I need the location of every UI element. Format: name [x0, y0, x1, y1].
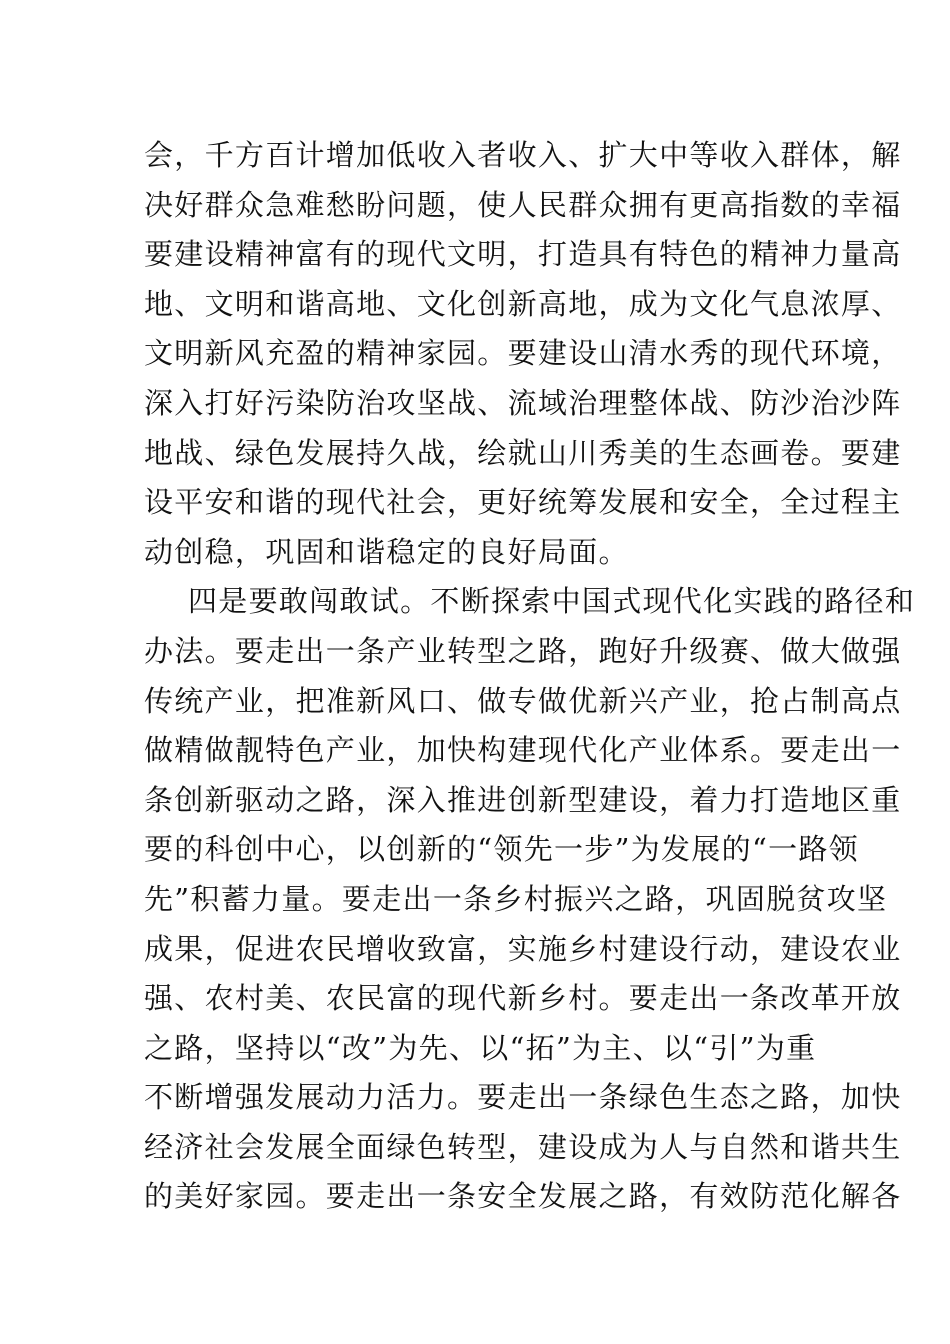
text-line: 不断增强发展动力活力。要走出一条绿色生态之路，加快: [144, 1080, 902, 1115]
text-line: 地、文明和谐高地、文化创新高地，成为文化气息浓厚、: [144, 286, 902, 321]
text-line: 文明新风充盈的精神家园。要建设山清水秀的现代环境，: [144, 336, 902, 371]
paragraph-first-line: 四是要敢闯敢试。不断探索中国式现代化实践的路径和: [188, 584, 916, 619]
body-text: [144, 131, 916, 1222]
text-line: 强、农村美、农民富的现代新乡村。要走出一条改革开放: [144, 981, 902, 1016]
text-line: 成果，促进农民增收致富，实施乡村建设行动，建设农业: [144, 931, 902, 966]
text-line: 传统产业，把准新风口、做专做优新兴产业，抢占制高点: [144, 683, 902, 718]
text-line: 办法。要走出一条产业转型之路，跑好升级赛、做大做强: [144, 633, 902, 668]
text-line: 深入打好污染防治攻坚战、流域治理整体战、防沙治沙阵: [144, 385, 902, 420]
text-line: 先”积蓄力量。要走出一条乡村振兴之路，巩固脱贫攻坚: [144, 881, 888, 916]
text-line: 决好群众急难愁盼问题，使人民群众拥有更高指数的幸福: [144, 187, 902, 222]
text-line: 经济社会发展全面绿色转型，建设成为人与自然和谐共生: [144, 1129, 902, 1164]
text-line: 的美好家园。要走出一条安全发展之路，有效防范化解各: [144, 1179, 902, 1214]
text-line: 动创稳，巩固和谐稳定的良好局面。: [144, 534, 629, 569]
text-line: 要建设精神富有的现代文明，打造具有特色的精神力量高: [144, 237, 902, 272]
text-line: 会，千方百计增加低收入者收入、扩大中等收入群体，解: [144, 138, 902, 172]
text-line: 设平安和谐的现代社会，更好统筹发展和安全，全过程主: [144, 485, 902, 520]
text-line: 之路，坚持以“改”为先、以“拓”为主、以“引”为重: [144, 1030, 817, 1065]
text-line: 地战、绿色发展持久战，绘就山川秀美的生态画卷。要建: [144, 435, 902, 470]
text-line: 做精做靓特色产业，加快构建现代化产业体系。要走出一: [144, 733, 902, 768]
text-line: 要的科创中心，以创新的“领先一步”为发展的“一路领: [144, 832, 859, 867]
text-line: 条创新驱动之路，深入推进创新型建设，着力打造地区重: [144, 782, 902, 817]
